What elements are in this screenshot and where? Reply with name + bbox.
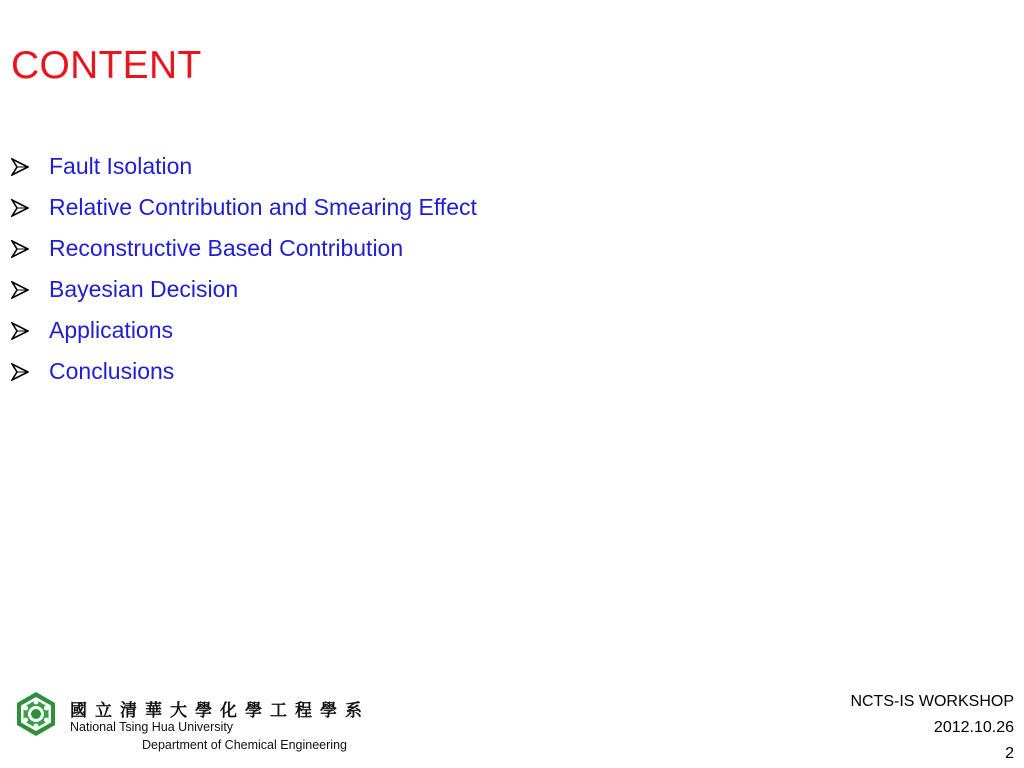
arrow-bullet-icon: [11, 322, 29, 340]
logo-chinese-name: 國立清華大學化學工程學系: [70, 701, 370, 721]
bullet-text: Conclusions: [49, 358, 175, 384]
bullet-text: Fault Isolation: [49, 153, 193, 179]
list-item: [11, 351, 477, 392]
slide-title: CONTENT: [11, 44, 202, 87]
logo-department-name: Department of Chemical Engineering: [142, 738, 347, 752]
bullet-text: Bayesian Decision: [49, 276, 239, 302]
footer-date: 2012.10.26: [933, 719, 1014, 736]
list-item: [11, 310, 477, 351]
arrow-bullet-icon: [11, 199, 29, 217]
footer-info: [850, 689, 1014, 767]
page-number: 2: [1005, 745, 1014, 762]
arrow-bullet-icon: [11, 158, 29, 176]
bullet-text: Relative Contribution and Smearing Effect: [49, 194, 477, 220]
list-item: [11, 228, 477, 269]
bullet-list: [11, 146, 477, 392]
list-item: [11, 187, 477, 228]
bullet-text: Applications: [49, 317, 174, 343]
bullet-text: Reconstructive Based Contribution: [49, 235, 404, 261]
university-logo: [12, 690, 412, 760]
footer-event: NCTS-IS WORKSHOP: [850, 693, 1014, 710]
list-item: [11, 146, 477, 187]
university-emblem-icon: [12, 690, 60, 738]
arrow-bullet-icon: [11, 240, 29, 258]
logo-university-name: National Tsing Hua University: [70, 720, 234, 734]
arrow-bullet-icon: [11, 281, 29, 299]
arrow-bullet-icon: [11, 363, 29, 381]
list-item: [11, 269, 477, 310]
